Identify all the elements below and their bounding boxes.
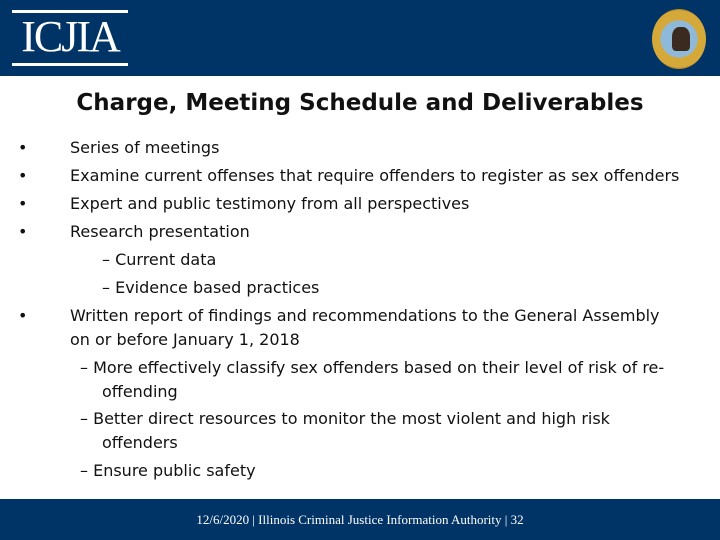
slide-title: Charge, Meeting Schedule and Deliverables — [76, 90, 644, 116]
bullet-item: Written report of findings and recommendations to the General Assembly — [70, 306, 660, 325]
sub-bullet-item-continued: offending — [102, 382, 178, 401]
bullet-icon: • — [18, 222, 28, 241]
footer: 12/6/2020 | Illinois Criminal Justice Information Authority | 32 — [0, 499, 720, 540]
sub-bullet-item: – Ensure public safety — [80, 461, 256, 480]
icjia-logo: ICJIA — [12, 10, 128, 66]
bullet-icon: • — [18, 194, 28, 213]
bullet-item: Examine current offenses that require offenders to register as sex offenders — [70, 166, 680, 185]
bullet-item: Expert and public testimony from all perspectives — [70, 194, 470, 213]
bullet-icon: • — [18, 166, 28, 185]
bullet-item: Series of meetings — [70, 138, 220, 157]
sub-bullet-item: – More effectively classify sex offenders based on their level of risk of re- — [80, 358, 665, 377]
bullet-item-continued: on or before January 1, 2018 — [70, 330, 300, 349]
sub-bullet-item: – Current data — [102, 250, 217, 269]
sub-bullet-item: – Evidence based practices — [102, 278, 320, 297]
header-bar — [0, 0, 720, 76]
state-seal-icon — [652, 9, 706, 69]
sub-bullet-item-continued: offenders — [102, 433, 178, 452]
bullet-icon: • — [18, 306, 28, 325]
sub-bullet-item: – Better direct resources to monitor the most violent and high risk — [80, 409, 610, 428]
bullet-icon: • — [18, 138, 28, 157]
bullet-item: Research presentation — [70, 222, 250, 241]
